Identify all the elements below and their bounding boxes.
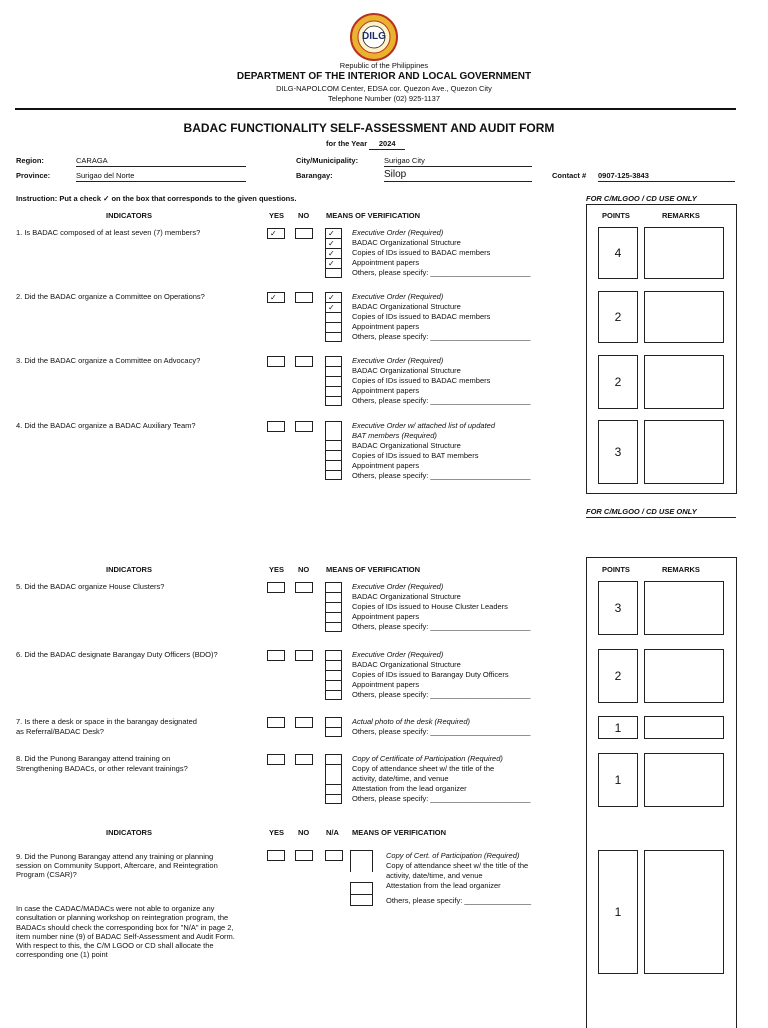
q8-mov-3: Attestation from the lead organizer	[352, 784, 467, 793]
q5-mov-checkbox-5[interactable]	[325, 622, 342, 632]
no-header-1: NO	[298, 211, 310, 220]
q3-mov-2: BADAC Organizational Structure	[352, 366, 461, 375]
q5-mov-1: Executive Order (Required)	[352, 582, 444, 591]
q8-mov-checkbox-1[interactable]	[325, 754, 342, 764]
region-field[interactable]: CARAGA	[76, 156, 246, 167]
q4-no-checkbox[interactable]	[295, 421, 313, 432]
q6-no-checkbox[interactable]	[295, 650, 313, 661]
q4-mov-1b: BAT members (Required)	[352, 431, 437, 440]
q2-mov-4: Appointment papers	[352, 322, 420, 331]
q1-mov-2: BADAC Organizational Structure	[352, 238, 461, 247]
contact-label: Contact #	[552, 171, 587, 180]
q9-note-line-3: BADACs should check the corresponding box for "N/A" in page 2,	[16, 922, 234, 932]
indicators-header-1: INDICATORS	[106, 211, 152, 220]
indicator-7-line-1: 7. Is there a desk or space in the barangay designated	[16, 717, 197, 726]
q5-mov-checkbox-4[interactable]	[325, 612, 342, 622]
q5-points[interactable]: 3	[598, 581, 638, 635]
q6-mov-3: Copies of IDs issued to Barangay Duty Officers	[352, 670, 509, 679]
q5-no-checkbox[interactable]	[295, 582, 313, 593]
q5-remarks[interactable]	[644, 581, 724, 635]
points-header-2: POINTS	[602, 565, 630, 574]
province-field[interactable]: Surigao del Norte	[76, 171, 246, 182]
q3-mov-checkbox-2[interactable]	[325, 366, 342, 376]
year-line	[326, 139, 405, 150]
q1-mov-checkbox-3[interactable]: ✓	[325, 248, 342, 258]
q4-mov-2: BADAC Organizational Structure	[352, 441, 461, 450]
q5-mov-2: BADAC Organizational Structure	[352, 592, 461, 601]
indicator-6: 6. Did the BADAC designate Barangay Duty Officers (BDO)?	[16, 650, 218, 659]
remarks-header-1: REMARKS	[662, 211, 700, 220]
barangay-label: Barangay:	[296, 171, 333, 180]
q1-mov-3: Copies of IDs issued to BADAC members	[352, 248, 491, 257]
q6-mov-checkbox-2[interactable]	[325, 660, 342, 670]
q6-points[interactable]: 2	[598, 649, 638, 703]
province-label: Province:	[16, 171, 51, 180]
q5-yes-checkbox[interactable]	[267, 582, 285, 593]
q1-mov-checkbox-4[interactable]: ✓	[325, 258, 342, 268]
region-label: Region:	[16, 156, 44, 165]
q3-mov-checkbox-3[interactable]	[325, 376, 342, 386]
mov-header-2: MEANS OF VERIFICATION	[326, 565, 421, 574]
q1-no-checkbox[interactable]	[295, 228, 313, 239]
q7-mov-checkbox-2[interactable]	[325, 727, 342, 737]
indicators-header-2: INDICATORS	[106, 565, 152, 574]
contact-field[interactable]: 0907-125-3843	[598, 171, 735, 182]
republic-line: Republic of the Philippines	[339, 61, 429, 70]
indicator-4: 4. Did the BADAC organize a BADAC Auxiliary Team?	[16, 421, 196, 430]
q6-mov-4: Appointment papers	[352, 680, 420, 689]
q9-note-line-2: consultation or planning workshop on reintegration program, the	[16, 913, 229, 923]
q6-mov-2: BADAC Organizational Structure	[352, 660, 461, 669]
use-only-label-1: FOR C/MLGOO / CD USE ONLY	[586, 194, 736, 205]
q7-mov-checkbox-1[interactable]	[325, 717, 342, 727]
q2-mov-3: Copies of IDs issued to BADAC members	[352, 312, 491, 321]
q2-remarks[interactable]	[644, 291, 724, 343]
indicator-7-line-2: as Referral/BADAC Desk?	[16, 727, 104, 736]
indicator-3: 3. Did the BADAC organize a Committee on Advocacy?	[16, 356, 201, 365]
city-label: City/Municipality:	[296, 156, 359, 165]
q2-points[interactable]: 2	[598, 291, 638, 343]
q2-mov-checkbox-3[interactable]	[325, 312, 342, 322]
q2-mov-2: BADAC Organizational Structure	[352, 302, 461, 311]
q4-mov-checkbox-1[interactable]	[325, 421, 342, 440]
q4-mov-checkbox-4[interactable]	[325, 460, 342, 470]
q8-mov-checkbox-2[interactable]	[325, 764, 342, 784]
q3-mov-checkbox-5[interactable]	[325, 396, 342, 406]
q9-yes-checkbox[interactable]	[267, 850, 285, 861]
logo-text: DILG	[362, 31, 386, 42]
instruction-text: Instruction: Put a check ✓ on the box that corresponds to the given questions.	[16, 194, 297, 203]
q9-mov-2: Copy of attendance sheet w/ the title of the	[386, 861, 529, 870]
yes-header-2: YES	[269, 565, 285, 574]
q9-mov-others: Others, please specify: ________________	[386, 896, 532, 905]
q6-mov-checkbox-1[interactable]	[325, 650, 342, 660]
q3-mov-others: Others, please specify: ________________________	[352, 396, 531, 405]
q7-points[interactable]: 1	[598, 716, 638, 739]
q1-remarks[interactable]	[644, 227, 724, 279]
q3-no-checkbox[interactable]	[295, 356, 313, 367]
q3-mov-1: Executive Order (Required)	[352, 356, 444, 365]
q4-mov-4: Appointment papers	[352, 461, 420, 470]
indicator-9-line-3: Program (CSAR)?	[16, 870, 77, 879]
na-header-3: N/A	[326, 828, 339, 837]
q9-mov-1: Copy of Cert. of Participation (Required)	[386, 851, 520, 860]
q6-remarks[interactable]	[644, 649, 724, 703]
yes-header-1: YES	[269, 211, 285, 220]
q7-no-checkbox[interactable]	[295, 717, 313, 728]
q1-mov-checkbox-5[interactable]	[325, 268, 342, 278]
q3-yes-checkbox[interactable]	[267, 356, 285, 367]
no-header-3: NO	[298, 828, 310, 837]
q2-mov-checkbox-4[interactable]	[325, 322, 342, 332]
q9-note-line-1: In case the CADAC/MADACs were not able to organize any	[16, 904, 215, 913]
q8-remarks[interactable]	[644, 753, 724, 807]
indicator-5: 5. Did the BADAC organize House Clusters?	[16, 582, 165, 591]
q3-remarks[interactable]	[644, 355, 724, 409]
q8-points[interactable]: 1	[598, 753, 638, 807]
q3-mov-4: Appointment papers	[352, 386, 420, 395]
q9-note-line-5: With respect to this, the C/M LGOO or CD shall allocate the	[16, 941, 214, 951]
q5-mov-checkbox-1[interactable]	[325, 582, 342, 592]
q9-mov-3: Attestation from the lead organizer	[386, 881, 501, 890]
q2-mov-others: Others, please specify: ________________________	[352, 332, 531, 341]
q9-note	[16, 904, 266, 960]
address-line: DILG-NAPOLCOM Center, EDSA cor. Quezon Ave., Quezon City	[276, 84, 492, 93]
indicator-2: 2. Did the BADAC organize a Committee on Operations?	[16, 292, 205, 301]
q7-yes-checkbox[interactable]	[267, 717, 285, 728]
telephone-line: Telephone Number (02) 925-1137	[327, 94, 441, 103]
q2-no-checkbox[interactable]	[295, 292, 313, 303]
q8-mov-2: Copy of attendance sheet w/ the title of the	[352, 764, 495, 773]
q8-mov-checkbox-4[interactable]	[325, 794, 342, 804]
q8-yes-checkbox[interactable]	[267, 754, 285, 765]
q6-yes-checkbox[interactable]	[267, 650, 285, 661]
q9-mov-2b: activity, date/time, and venue	[386, 871, 483, 880]
q4-remarks[interactable]	[644, 420, 724, 484]
q9-mov-checkbox-2[interactable]	[350, 882, 373, 894]
q9-no-checkbox[interactable]	[295, 850, 313, 861]
remarks-header-2: REMARKS	[662, 565, 700, 574]
q2-mov-1: Executive Order (Required)	[352, 292, 444, 301]
q5-mov-checkbox-3[interactable]	[325, 602, 342, 612]
barangay-field[interactable]: Silop	[384, 168, 532, 182]
q5-mov-checkbox-2[interactable]	[325, 592, 342, 602]
q6-mov-checkbox-4[interactable]	[325, 680, 342, 690]
q4-mov-checkbox-2[interactable]	[325, 440, 342, 450]
q3-mov-3: Copies of IDs issued to BADAC members	[352, 376, 491, 385]
header-divider	[15, 108, 736, 110]
q8-mov-2b: activity, date/time, and venue	[352, 774, 449, 783]
department-name: DEPARTMENT OF THE INTERIOR AND LOCAL GOVERNMENT	[236, 71, 532, 82]
q9-remarks[interactable]	[644, 850, 724, 974]
q9-note-line-6: corresponding one (1) point	[16, 950, 108, 960]
q9-note-line-4: item number nine (9) of BADAC Self-Assessment and Audit Form.	[16, 931, 235, 941]
yes-header-3: YES	[269, 828, 285, 837]
q4-mov-checkbox-3[interactable]	[325, 450, 342, 460]
q4-mov-checkbox-5[interactable]	[325, 470, 342, 480]
q1-mov-others: Others, please specify: ________________________	[352, 268, 531, 277]
q2-mov-checkbox-2[interactable]: ✓	[325, 302, 342, 312]
year-value[interactable]: 2024	[369, 139, 405, 150]
q4-yes-checkbox[interactable]	[267, 421, 285, 432]
q1-points[interactable]: 4	[598, 227, 638, 279]
q4-points[interactable]: 3	[598, 420, 638, 484]
q8-mov-checkbox-3[interactable]	[325, 784, 342, 794]
for-year-label: for the Year	[326, 139, 368, 148]
q9-na-checkbox[interactable]	[325, 850, 343, 861]
indicators-header-3: INDICATORS	[106, 828, 152, 837]
q1-mov-4: Appointment papers	[352, 258, 420, 267]
q6-mov-checkbox-3[interactable]	[325, 670, 342, 680]
no-header-2: NO	[298, 565, 310, 574]
q5-mov-3: Copies of IDs issued to House Cluster Leaders	[352, 602, 508, 611]
q3-mov-checkbox-4[interactable]	[325, 386, 342, 396]
q6-mov-1: Executive Order (Required)	[352, 650, 444, 659]
indicator-9-line-2: session on Community Support, Aftercare, and Reintegration	[16, 861, 218, 870]
q4-mov-1: Executive Order w/ attached list of updated	[352, 421, 495, 430]
indicator-1: 1. Is BADAC composed of at least seven (7) members?	[16, 228, 201, 237]
mov-header-3: MEANS OF VERIFICATION	[352, 828, 447, 837]
q8-mov-1: Copy of Certificate of Participation (Required)	[352, 754, 503, 763]
q4-mov-3: Copies of IDs issued to BAT members	[352, 451, 479, 460]
q7-mov-others: Others, please specify: ________________________	[352, 727, 531, 736]
form-title: BADAC FUNCTIONALITY SELF-ASSESSMENT AND AUDIT FORM	[183, 121, 555, 135]
q6-mov-checkbox-5[interactable]	[325, 690, 342, 700]
q2-mov-checkbox-5[interactable]	[325, 332, 342, 342]
city-field[interactable]: Surigao City	[384, 156, 532, 167]
indicator-8-line-1: 8. Did the Punong Barangay attend training on	[16, 754, 171, 763]
points-header-1: POINTS	[602, 211, 630, 220]
q6-mov-others: Others, please specify: ________________________	[352, 690, 531, 699]
q8-mov-others: Others, please specify: ________________________	[352, 794, 531, 803]
q2-mov-checkbox-1[interactable]: ✓	[325, 292, 342, 302]
indicator-9-line-1: 9. Did the Punong Barangay attend any training or planning	[16, 852, 214, 861]
q3-points[interactable]: 2	[598, 355, 638, 409]
q2-yes-checkbox[interactable]: ✓	[267, 292, 285, 303]
q9-mov-checkbox-3[interactable]	[350, 894, 373, 906]
q1-mov-1: Executive Order (Required)	[352, 228, 444, 237]
q5-mov-others: Others, please specify: ________________________	[352, 622, 531, 631]
q1-mov-checkbox-1[interactable]: ✓	[325, 228, 342, 238]
dilg-logo	[349, 13, 399, 61]
q9-mov-checkbox-1[interactable]	[350, 850, 373, 872]
q7-mov-1: Actual photo of the desk (Required)	[352, 717, 470, 726]
q5-mov-4: Appointment papers	[352, 612, 420, 621]
q8-no-checkbox[interactable]	[295, 754, 313, 765]
mov-header-1: MEANS OF VERIFICATION	[326, 211, 421, 220]
q9-points[interactable]: 1	[598, 850, 638, 974]
indicator-8-line-2: Strengthening BADACs, or other relevant trainings?	[16, 764, 188, 773]
q3-mov-checkbox-1[interactable]	[325, 356, 342, 366]
q1-mov-checkbox-2[interactable]: ✓	[325, 238, 342, 248]
q1-yes-checkbox[interactable]: ✓	[267, 228, 285, 239]
use-only-label-2: FOR C/MLGOO / CD USE ONLY	[586, 507, 736, 518]
q4-mov-others: Others, please specify: ________________________	[352, 471, 531, 480]
q7-remarks[interactable]	[644, 716, 724, 739]
